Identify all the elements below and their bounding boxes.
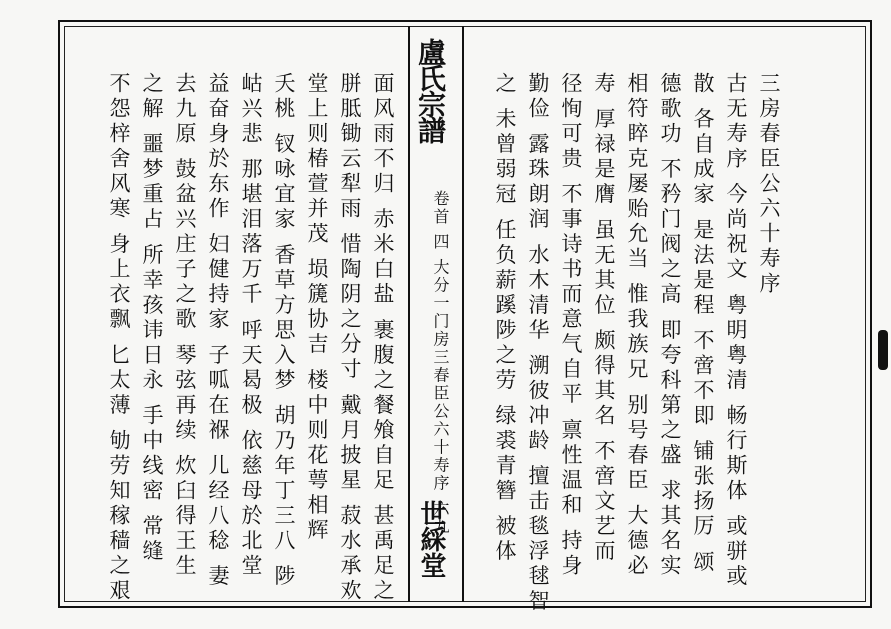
- text-column: 之 未曾弱冠 任负薪蹊陟之劳 绿裘青簪 被体: [493, 72, 517, 565]
- spine-hall-name: 世綵堂: [416, 500, 446, 578]
- text-column: 寿 厚禄是膺 虽无其位 颇得其名 不啻文艺而: [592, 72, 616, 565]
- text-column: 益奋身於东作 妇健持家 子呱在褓 儿经八稔 妻: [206, 72, 230, 590]
- text-column: 胼胝锄云犁雨 惜陶阴之分寸 戴月披星 菽水承欢: [338, 72, 362, 605]
- text-column: 古无寿序 今尚祝文 粤明粤清 畅行斯体 或骈或: [724, 72, 748, 590]
- text-column: 岵兴悲 那堪泪落万千 呼天曷极 依慈母於北堂: [239, 72, 263, 580]
- text-column: 散 各自成家 是法是程 不啻不即 铺张扬厉 颂: [691, 72, 715, 576]
- text-column: 相符睟克屡贻允当 惟我族兄 别号春臣 大德必: [625, 72, 649, 580]
- text-column: 去九原 鼓盆兴庄子之歌 琴弦再续 炊臼得王生: [173, 72, 197, 580]
- text-column: 德歌功 不矜门阀之高 即夸科第之盛 求其名实: [658, 72, 682, 580]
- spine-title: 盧氏宗譜: [414, 38, 447, 142]
- spine-subtitle: 卷首 四 大分一门房三春臣公六十寿序 六九: [431, 190, 450, 536]
- text-column: 径恂可贵 不事诗书而意气自平 禀性温和 持身: [559, 72, 583, 580]
- binding-mark: [878, 330, 888, 370]
- text-column: 夭桃 钗咏宜家 香草方思入梦 胡乃年丁三八 陟: [272, 72, 296, 590]
- text-column: 不怨梓舍风寒 身上衣飘 匕太薄 劬劳知稼穑之艰: [107, 72, 131, 605]
- text-column: 之解 噩梦重占 所幸孩讳日永 手中线密 常缝: [140, 72, 164, 565]
- text-column: 面风雨不归 赤米白盐 裹腹之餐飧自足 甚禹足之: [371, 72, 395, 605]
- text-column: 三房春臣公六十寿序: [757, 72, 781, 297]
- text-column: 堂上则椿萱并茂 埙篪协吉 楼中则花萼相辉: [305, 72, 329, 544]
- text-column: 勤俭 露珠朗润 水木清华 溯彼冲龄 擅击毯浮毬智: [526, 72, 550, 615]
